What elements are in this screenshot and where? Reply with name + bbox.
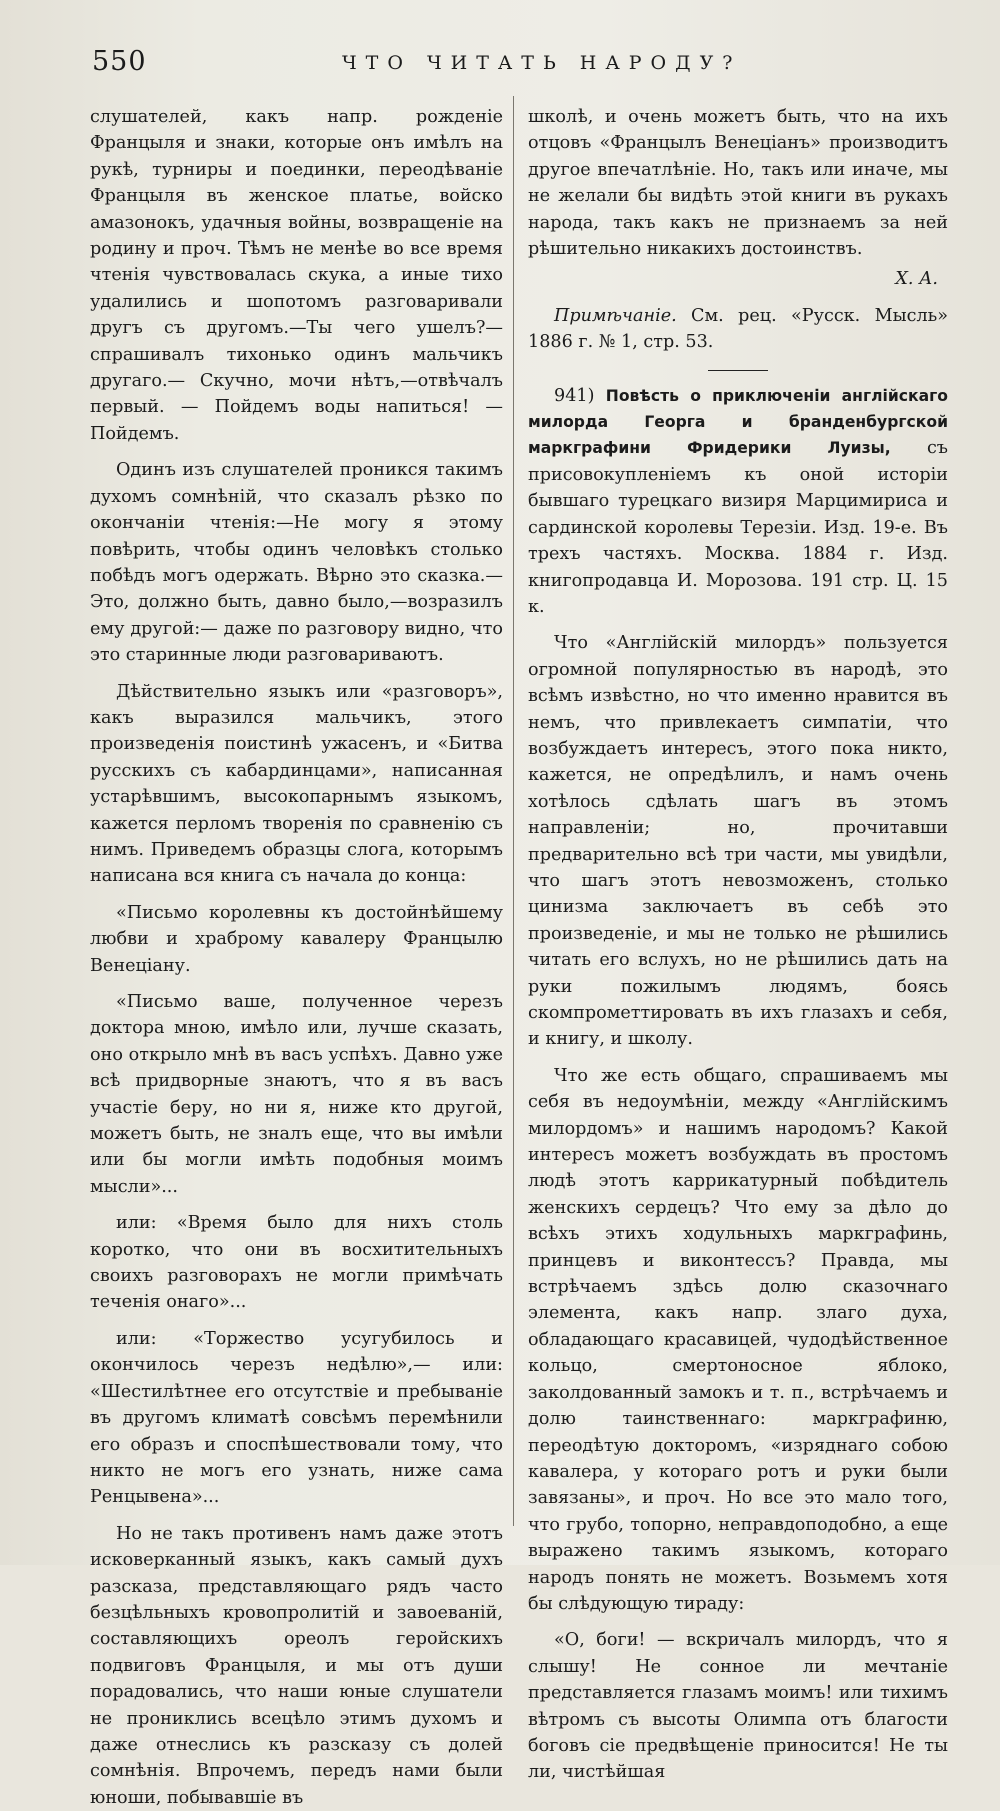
author-signature: Х. А. [895,269,938,290]
bibliographic-entry [528,383,948,621]
quote-paragraph: «О, боги! — вскричалъ милордъ, что я слышу! Не сонное ли мечтаніе представляется глазамъ моимъ! или тихимъ вѣтромъ съ высоты Олимпа отъ благости боговъ сіе предвѣщеніе приносится! Не ты ли, чистѣйшая [528,1630,948,1783]
running-title: ЧТО ЧИТАТЬ НАРОДУ? [342,52,742,74]
paragraph: Дѣйствительно языкъ или «разговоръ», какъ выразился мальчикъ, этого произведенія поистинѣ ужасенъ, и «Битва русскихъ съ кабардинцами», написанная устарѣвшимъ, высокопарнымъ языкомъ, кажется перломъ творенія по сравненію съ нимъ. Приведемъ образцы слога, которымъ написана вся книга съ начала до конца: [90,681,503,887]
paragraph: Что «Англійскій милордъ» пользуется огромной популярностью въ народѣ, это всѣмъ извѣстно, но что именно нравится въ немъ, что привлекаетъ симпатіи, что возбуждаетъ интересъ, этого пока никто, кажется, не опредѣлилъ, и намъ очень хотѣлось сдѣлать шагъ въ этомъ направленіи; но, прочитавши предварительно всѣ три части, мы увидѣли, что шагъ этотъ невозможенъ, столько цинизма заключаетъ въ себѣ это произведеніе, и мы не только не рѣшились читать его вслухъ, но не рѣшились дать на руки пожилымъ людямъ, боясь скомпрометтировать въ ихъ глазахъ и себя, и книгу, и школу. [528,633,948,1050]
entry-title: Повѣсть о приключеніи англійскаго милорда Георга и бранденбургской маркграфини Фридерики Луизы, [528,386,948,458]
section-rule [708,370,768,371]
paragraph: Одинъ изъ слушателей проникся такимъ духомъ сомнѣній, что сказалъ рѣзко по окончаніи чтенія:—Не могу я этому повѣрить, чтобы одинъ человѣкъ столько побѣдъ могъ одержать. Вѣрно это сказка.—Это, должно быть, давно было,—возразилъ ему другой:— даже по разговору видно, что это старинные люди разговариваютъ. [90,460,503,666]
column-divider [513,96,514,1526]
note [528,303,948,356]
page-number: 550 [92,46,147,77]
quote-paragraph: «Письмо королевны къ достойнѣйшему любви и храброму кавалеру Францылю Венеціану. [90,902,503,976]
quote-paragraph: «Письмо ваше, полученное черезъ доктора мною, имѣло или, лучше сказать, оно открыло мнѣ въ васъ успѣхъ. Давно уже всѣ придворные знаютъ, что я въ васъ участіе беру, но ни я, ниже кто другой, можетъ быть, не зналъ еще, что вы имѣли или бы могли имѣть подобныя моимъ мысли»... [90,992,503,1197]
right-column [528,104,948,1786]
paragraph: слушателей, какъ напр. рожденіе Францыля и знаки, которые онъ имѣлъ на рукѣ, турниры и поединки, переодѣваніе Францыля въ женское платье, войско амазонокъ, удачныя войны, возвращеніе на родину и проч. Тѣмъ не менѣе во все время чтенія чувствовалась скука, а иные тихо удалились и шопотомъ разговаривали другъ съ другомъ.—Ты чего ушелъ?— спрашивалъ тихонько одинъ мальчикъ другаго.— Скучно, мочи нѣтъ,—отвѣчалъ первый. — Пойдемъ воды напиться! — Пойдемъ. [90,107,503,444]
paragraph: школѣ, и очень можетъ быть, что на ихъ отцовъ «Францылъ Венеціанъ» производитъ другое впечатлѣніе. Но, такъ или иначе, мы не желали бы видѣть этой книги въ рукахъ народа, такъ какъ не признаемъ за ней рѣшительно никакихъ достоинствъ. [528,107,948,260]
paragraph: Что же есть общаго, спрашиваемъ мы себя въ недоумѣніи, между «Англійскимъ милордомъ» и нашимъ народомъ? Какой интересъ можетъ возбуждать въ простомъ людѣ этотъ каррикатурный побѣдитель женскихъ сердецъ? Что ему за дѣло до всѣхъ этихъ ходульныхъ маркграфинь, принцевъ и виконтессъ? Правда, мы встрѣчаемъ здѣсь долю сказочнаго элемента, какъ напр. злаго духа, обладающаго красавицей, чудодѣйственное кольцо, смертоносное яблоко, заколдованный замокъ и т. п., встрѣчаемъ и долю таинственнаго: маркграфиню, переодѣтую докторомъ, «изряднаго собою кавалера, у котораго ротъ и руки были завязаны», и проч. Но все это мало того, что грубо, топорно, неправдоподобно, а еще выражено такимъ языкомъ, котораго народъ понять не можетъ. Возьмемъ хотя бы слѣдующую тираду: [528,1065,948,1614]
left-column [90,104,503,1811]
paragraph: Но не такъ противенъ намъ даже этотъ исковерканный языкъ, какъ самый духъ разсказа, представляющаго рядъ часто безцѣльныхъ кровопролитій и завоеваній, составляющихъ ореолъ геройскихъ подвиговъ Францыля, и мы отъ души порадовались, что наши юные слушатели не прониклись всецѣло этимъ духомъ и даже отнеслись къ разсказу съ долей сомнѣнія. Впрочемъ, передъ нами были юноши, побывавшіе въ [90,1523,503,1808]
entry-number: 941) [554,385,595,406]
quote-paragraph: или: «Время было для нихъ столь коротко, что они въ восхитительныхъ своихъ разговорахъ не могли примѣчать теченія онаго»... [90,1213,503,1313]
entry-details: съ присовокупленіемъ къ оной исторіи бывшаго турецкаго визиря Марцимириса и сардинской королевы Терезіи. Изд. 19-е. Въ трехъ частяхъ. Москва. 1884 г. Изд. книгопродавца И. Морозова. 191 стр. Ц. 15 к. [528,438,948,617]
note-label: Примѣчаніе. [554,305,677,326]
page-header [92,46,930,86]
quote-paragraph: или: «Торжество усугубилось и окончилось черезъ недѣлю»,— или: «Шестилѣтнее его отсутствіе и пребываніе въ другомъ климатѣ совсѣмъ перемѣнили его образъ и споспѣшествовали тому, что никто не могъ его узнать, ниже сама Ренцывена»... [90,1328,503,1508]
note-text: См. рец. «Русск. Мысль» 1886 г. № 1, стр. 53. [528,305,948,353]
